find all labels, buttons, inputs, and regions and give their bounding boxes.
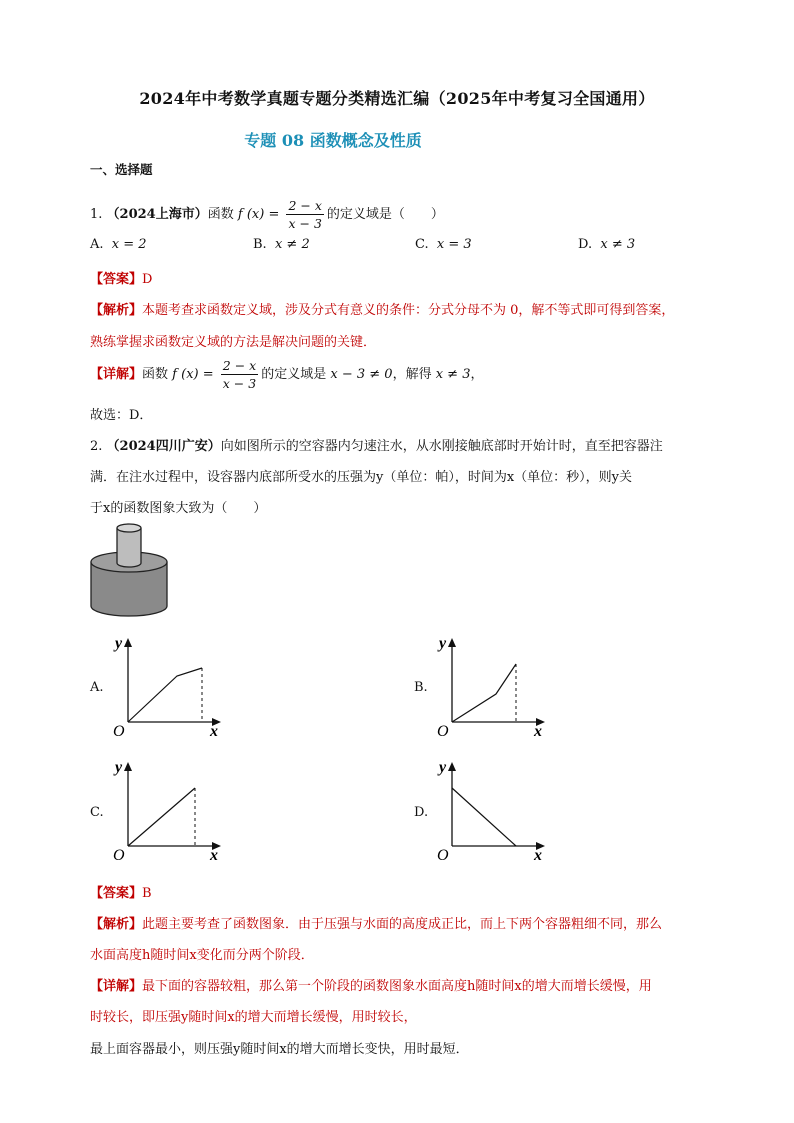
q2-answer [90, 882, 152, 901]
graph-a-origin: O [113, 723, 125, 740]
q2-stem-line1 [90, 435, 663, 454]
q2-detail-text1: 最下面的容器较粗，那么第一个阶段的函数图象水面高度h随时间x的增大而增长缓慢，用 [142, 979, 652, 994]
graph-d-y-arrow [448, 762, 456, 771]
q1-option-a-value: x = 2 [111, 237, 147, 252]
q1-detail-a: 函数 [142, 367, 169, 382]
q1-stem-b: 的定义域是（ ） [326, 207, 444, 222]
q2-analysis-line1 [90, 913, 662, 932]
q1-detail-denominator: x − 3 [222, 376, 257, 391]
q1-answer [90, 268, 152, 287]
q1-detail-fraction [221, 357, 258, 392]
q2-analysis-tag: 【解析】 [90, 917, 143, 932]
q1-detail-tag: 【详解】 [90, 367, 143, 382]
q2-stem-line2: 满．在注水过程中，设容器内底部所受水的压强为y（单位：帕），时间为x（单位：秒），则y关 [90, 470, 633, 485]
q2-number: 2. [90, 439, 103, 454]
graph-c-x-label: x [210, 847, 218, 864]
q1-detail-cond: x − 3 ≠ 0 [330, 367, 393, 382]
graph-b-origin: O [437, 723, 449, 740]
q1-option-d-value: x ≠ 3 [600, 237, 636, 252]
q1-analysis-text1: 本题考查求函数定义域，涉及分式有意义的条件：分式分母不为 0，解不等式即可得到答案， [142, 303, 675, 318]
q1-conclusion: 故选：D． [90, 408, 153, 423]
graph-d-curve [452, 788, 516, 846]
graph-a-y-arrow [124, 638, 132, 647]
q2-answer-value: B [142, 886, 152, 901]
q1-detail-res: x ≠ 3 [435, 367, 471, 382]
q2-option-a-label: A. [90, 680, 104, 695]
q2-analysis-line2: 水面高度h随时间x变化而分两个阶段． [90, 948, 314, 963]
q2-source: （2024四川广安） [106, 439, 221, 454]
q1-option-c-value: x = 3 [436, 237, 472, 252]
graph-d-origin: O [437, 847, 449, 864]
q1-detail-c: ，解得 [392, 367, 432, 382]
graph-c-y-arrow [124, 762, 132, 771]
q1-stem [90, 197, 444, 232]
q1-answer-tag: 【答案】 [90, 272, 143, 287]
q1-option-d [578, 237, 635, 252]
q1-answer-value: D [142, 272, 153, 287]
graph-c-curve [128, 788, 195, 846]
graph-b-curve [452, 664, 516, 722]
q2-detail-line2: 时较长，即压强y随时间x的增大而增长缓慢，用时较长， [90, 1010, 417, 1025]
q1-option-c [415, 237, 472, 252]
graph-b-y-arrow [448, 638, 456, 647]
container-figure [88, 518, 170, 620]
q2-graph-b [429, 632, 559, 744]
q1-detail-numerator: 2 − x [222, 358, 257, 373]
graph-a-curve [128, 668, 202, 722]
q2-option-c-label: C. [90, 805, 104, 820]
q2-graph-a [105, 632, 235, 744]
graph-a-y-label: y [115, 635, 123, 652]
q1-option-a-label: A. [90, 237, 104, 252]
q1-analysis-line1 [90, 299, 674, 318]
q1-detail-func: f (x) = [172, 367, 214, 382]
graph-d-x-label: x [534, 847, 542, 864]
q1-denominator: x − 3 [288, 216, 322, 231]
q1-option-c-label: C. [415, 237, 429, 252]
graph-c-origin: O [113, 847, 125, 864]
q1-func: f (x) = [237, 207, 280, 222]
graph-b-y-label: y [439, 635, 447, 652]
q2-option-d-label: D. [414, 805, 429, 820]
q1-stem-a: 函数 [207, 207, 234, 222]
section-heading: 一、选择题 [90, 162, 153, 177]
q2-stem-text1: 向如图所示的空容器内匀速注水，从水刚接触底部时开始计时，直至把容器注 [220, 439, 663, 454]
q2-option-b-label: B. [414, 680, 428, 695]
graph-b-x-label: x [534, 723, 542, 740]
q1-detail-b: 的定义域是 [261, 367, 327, 382]
topic-subtitle: 专题 08 函数概念及性质 [244, 131, 422, 150]
q1-detail-d: ， [470, 367, 484, 382]
q2-detail-tag: 【详解】 [90, 979, 143, 994]
q1-analysis-line2: 熟练掌握求函数定义域的方法是解决问题的关键． [90, 335, 377, 350]
q1-fraction [286, 197, 323, 232]
q2-answer-tag: 【答案】 [90, 886, 143, 901]
q2-detail-line1 [90, 975, 652, 994]
q1-option-d-label: D. [578, 237, 593, 252]
q1-source: （2024上海市） [106, 207, 208, 222]
graph-d-y-label: y [439, 759, 447, 776]
graph-a-x-label: x [210, 723, 218, 740]
q2-detail-line3: 最上面容器最小，则压强y随时间x的增大而增长变快，用时最短． [90, 1042, 469, 1057]
q2-graph-c [105, 756, 235, 868]
q1-number: 1. [90, 207, 103, 222]
q1-option-b-value: x ≠ 2 [274, 237, 310, 252]
q1-option-b-label: B. [253, 237, 267, 252]
q1-option-b [253, 237, 310, 252]
graph-c-y-label: y [115, 759, 123, 776]
q1-numerator: 2 − x [288, 198, 322, 213]
q2-analysis-text1: 此题主要考查了函数图象．由于压强与水面的高度成正比，而上下两个容器粗细不同，那么 [142, 917, 663, 932]
document-title: 2024年中考数学真题专题分类精选汇编（2025年中考复习全国通用） [139, 89, 655, 108]
q1-analysis-tag: 【解析】 [90, 303, 143, 318]
q1-option-a [90, 237, 147, 252]
q2-stem-line3: 于x的函数图象大致为（ ） [90, 501, 267, 516]
q1-detail [90, 357, 484, 392]
q2-graph-d [429, 756, 559, 868]
